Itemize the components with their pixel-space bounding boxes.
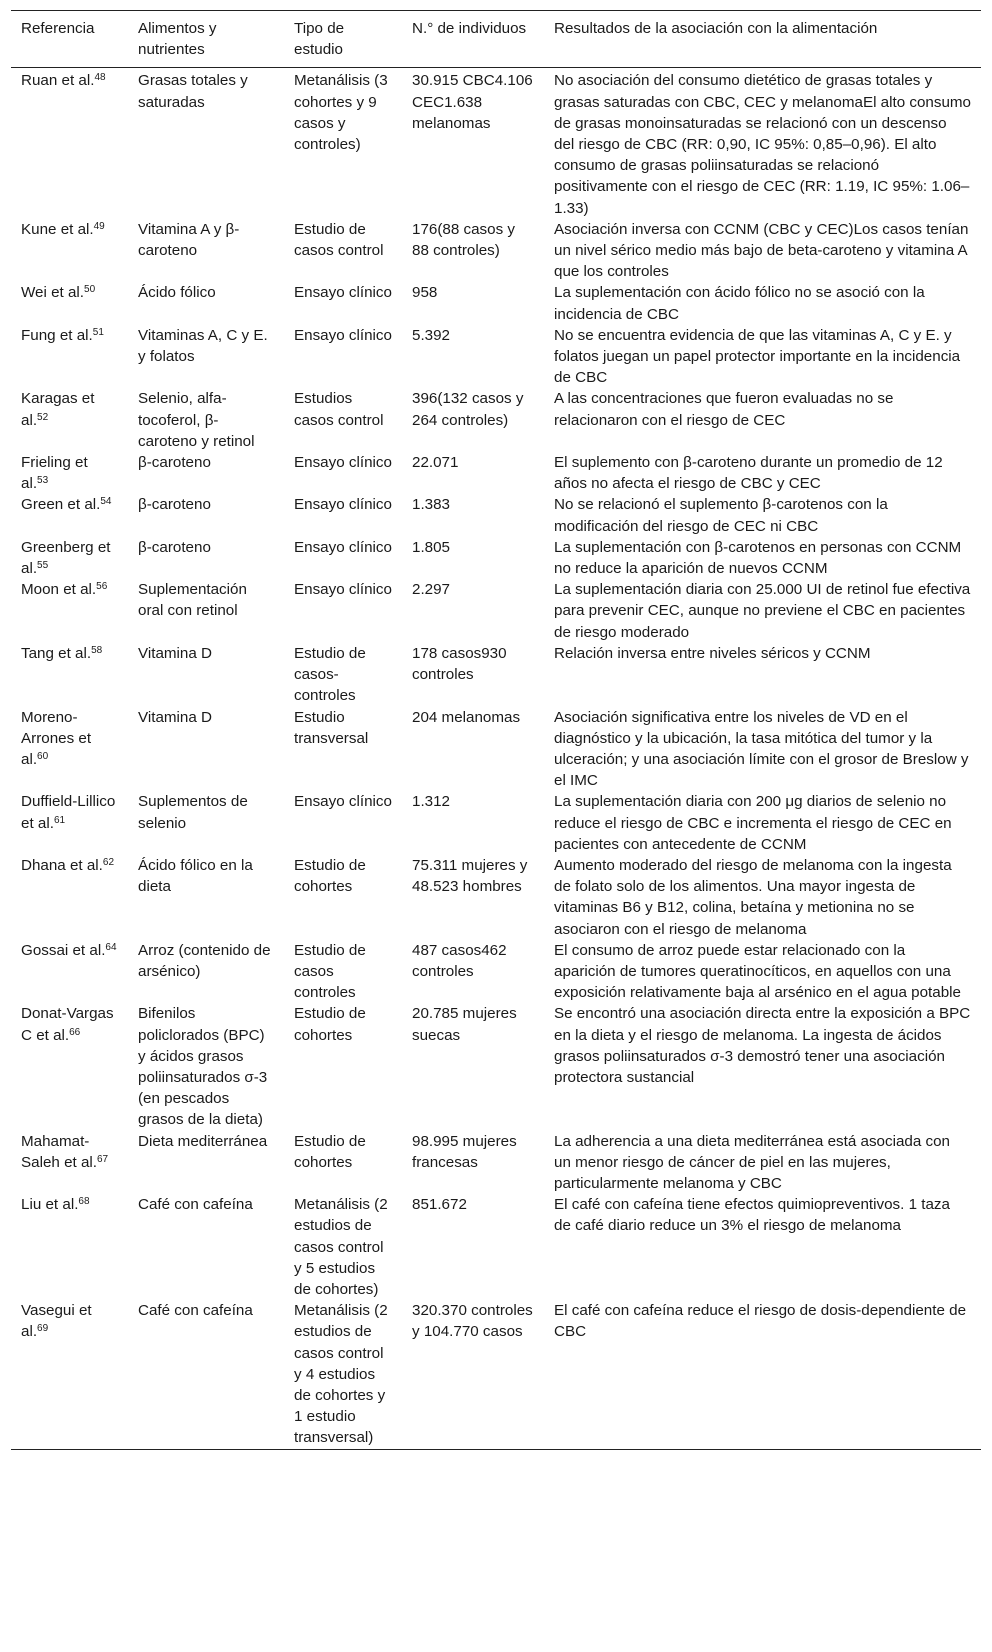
cell-reference bbox=[11, 282, 128, 324]
cell-n-individuals bbox=[402, 1131, 544, 1195]
cell-n-individuals-text: 5.392 bbox=[412, 326, 451, 344]
cell-foods bbox=[128, 325, 284, 389]
cell-reference bbox=[11, 452, 128, 494]
cell-study-type bbox=[284, 537, 402, 579]
cell-results bbox=[544, 68, 981, 219]
table-row bbox=[11, 940, 981, 1004]
cell-foods bbox=[128, 282, 284, 324]
cell-results bbox=[544, 219, 981, 283]
header-reference: Referencia bbox=[21, 20, 95, 37]
cell-reference-text: Green et al. bbox=[21, 496, 101, 514]
cell-results bbox=[544, 388, 981, 452]
cell-reference-text: Greenberg et al. bbox=[21, 538, 111, 578]
cell-reference-text: Tang et al. bbox=[21, 644, 92, 662]
cell-study-type-text: Estudio de cohortes bbox=[294, 856, 366, 896]
cell-n-individuals-text: 487 casos462 controles bbox=[412, 941, 507, 980]
cell-study-type bbox=[284, 791, 402, 855]
cell-results bbox=[544, 643, 981, 707]
cell-n-individuals-text: 851.672 bbox=[412, 1196, 467, 1214]
cell-results-text: El consumo de arroz puede estar relacionado con la aparición de tumores queratinocíticos, en aquellos con una exposición relativamente baja al arsénico en el agua potable bbox=[554, 941, 961, 1002]
cell-reference-text: Frieling et al. bbox=[21, 454, 88, 493]
header-row bbox=[11, 11, 981, 68]
cell-n-individuals bbox=[402, 643, 544, 707]
cell-results bbox=[544, 1003, 981, 1130]
cell-reference-text: Duffield-Lillico et al. bbox=[21, 793, 116, 832]
cell-study-type bbox=[284, 282, 402, 324]
cell-study-type bbox=[284, 452, 402, 494]
reference-number: 58 bbox=[91, 644, 103, 656]
reference-number: 60 bbox=[37, 750, 49, 762]
table-container bbox=[11, 10, 981, 1450]
cell-foods bbox=[128, 579, 284, 643]
cell-study-type bbox=[284, 1194, 402, 1300]
cell-results-text: Asociación significativa entre los niveles de VD en el diagnóstico y la ubicación, la tasa mitótica del tumor y la ulceración; y una asociación límite con el grosor de Breslow y el IMC bbox=[554, 708, 969, 790]
header-n-individuals: N.° de individuos bbox=[412, 20, 527, 37]
cell-reference-text: Moon et al. bbox=[21, 581, 97, 599]
table-row bbox=[11, 282, 981, 324]
cell-results bbox=[544, 494, 981, 536]
cell-reference-text: Fung et al. bbox=[21, 326, 93, 344]
table-row bbox=[11, 219, 981, 283]
cell-foods bbox=[128, 940, 284, 1004]
cell-foods-text: Grasas totales y saturadas bbox=[138, 72, 248, 111]
cell-study-type bbox=[284, 388, 402, 452]
cell-results bbox=[544, 855, 981, 940]
reference-number: 62 bbox=[102, 856, 115, 868]
cell-results bbox=[544, 1194, 981, 1300]
cell-n-individuals-text: 1.805 bbox=[412, 538, 451, 556]
table-row bbox=[11, 494, 981, 536]
cell-reference-text: Moreno-Arrones et al. bbox=[21, 708, 92, 768]
cell-foods-text: Suplementación oral con retinol bbox=[138, 581, 247, 620]
cell-results-text: La suplementación con ácido fólico no se asoció con la incidencia de CBC bbox=[554, 284, 925, 323]
cell-foods bbox=[128, 791, 284, 855]
cell-reference bbox=[11, 537, 128, 579]
cell-results bbox=[544, 1300, 981, 1449]
cell-foods bbox=[128, 388, 284, 452]
cell-study-type bbox=[284, 325, 402, 389]
cell-reference bbox=[11, 855, 128, 940]
cell-foods-text: Ácido fólico en la dieta bbox=[138, 856, 253, 896]
cell-foods bbox=[128, 1194, 284, 1300]
cell-reference bbox=[11, 1194, 128, 1300]
cell-reference bbox=[11, 1300, 128, 1449]
cell-foods-text: Café con cafeína bbox=[138, 1196, 253, 1214]
cell-foods bbox=[128, 537, 284, 579]
cell-reference bbox=[11, 940, 128, 1004]
table-row bbox=[11, 1131, 981, 1195]
cell-n-individuals bbox=[402, 579, 544, 643]
cell-n-individuals bbox=[402, 219, 544, 283]
header-results: Resultados de la asociación con la alimentación bbox=[554, 20, 878, 37]
cell-results bbox=[544, 537, 981, 579]
table-row bbox=[11, 388, 981, 452]
table-row bbox=[11, 579, 981, 643]
cell-reference bbox=[11, 643, 128, 707]
cell-study-type bbox=[284, 940, 402, 1004]
cell-n-individuals-text: 75.311 mujeres y 48.523 hombres bbox=[412, 856, 528, 896]
cell-results-text: La suplementación con β-carotenos en personas con CCNM no reduce la aparición de nuevos CCNM bbox=[554, 538, 962, 578]
cell-study-type bbox=[284, 1131, 402, 1195]
cell-n-individuals bbox=[402, 1003, 544, 1130]
cell-n-individuals-text: 176(88 casos y 88 controles) bbox=[412, 220, 515, 260]
reference-number: 48 bbox=[94, 72, 106, 84]
cell-foods bbox=[128, 1300, 284, 1449]
cell-results-text: Relación inversa entre niveles séricos y CCNM bbox=[554, 644, 871, 662]
reference-number: 53 bbox=[37, 475, 49, 487]
table-row bbox=[11, 791, 981, 855]
cell-study-type bbox=[284, 494, 402, 536]
cell-n-individuals-text: 958 bbox=[412, 284, 438, 302]
table-row bbox=[11, 325, 981, 389]
cell-n-individuals bbox=[402, 1194, 544, 1300]
cell-foods-text: Vitaminas A, C y E. y folatos bbox=[138, 326, 268, 366]
cell-reference-text: Gossai et al. bbox=[21, 941, 106, 959]
reference-number: 56 bbox=[96, 581, 108, 593]
cell-n-individuals bbox=[402, 1300, 544, 1449]
cell-reference bbox=[11, 388, 128, 452]
cell-foods bbox=[128, 643, 284, 707]
cell-reference bbox=[11, 791, 128, 855]
cell-results bbox=[544, 940, 981, 1004]
reference-number: 66 bbox=[69, 1026, 81, 1038]
cell-study-type-text: Metanálisis (3 cohortes y 9 casos y controles) bbox=[294, 72, 388, 154]
cell-foods-text: Dieta mediterránea bbox=[138, 1132, 268, 1150]
cell-reference bbox=[11, 68, 128, 219]
table-row bbox=[11, 452, 981, 494]
cell-results bbox=[544, 579, 981, 643]
table-body bbox=[11, 68, 981, 1449]
cell-foods bbox=[128, 494, 284, 536]
cell-foods-text: Bifenilos policlorados (BPC) y ácidos grasos poliinsaturados σ-3 (en pescados grasos de la dieta) bbox=[138, 1005, 268, 1129]
cell-study-type bbox=[284, 68, 402, 219]
reference-number: 61 bbox=[53, 814, 66, 826]
reference-number: 64 bbox=[105, 941, 117, 953]
cell-study-type-text: Ensayo clínico bbox=[294, 581, 392, 599]
table-row bbox=[11, 1300, 981, 1449]
table-row bbox=[11, 537, 981, 579]
cell-n-individuals bbox=[402, 791, 544, 855]
header-study-type: Tipo de estudio bbox=[294, 20, 345, 59]
cell-reference bbox=[11, 219, 128, 283]
reference-number: 69 bbox=[37, 1323, 49, 1335]
reference-number: 54 bbox=[100, 496, 112, 508]
cell-n-individuals-text: 2.297 bbox=[412, 581, 451, 599]
cell-foods bbox=[128, 1131, 284, 1195]
cell-results-text: La adherencia a una dieta mediterránea está asociada con un menor riesgo de cáncer de piel en las mujeres, particularmente melanoma y CBC bbox=[554, 1132, 950, 1192]
cell-foods-text: Arroz (contenido de arsénico) bbox=[138, 941, 271, 980]
cell-study-type-text: Estudio transversal bbox=[294, 708, 369, 747]
table-row bbox=[11, 707, 981, 792]
cell-foods bbox=[128, 68, 284, 219]
cell-foods-text: β-caroteno bbox=[138, 454, 211, 472]
cell-results-text: No asociación del consumo dietético de grasas totales y grasas saturadas con CBC, CEC y melanomaEl alto consumo de grasas monoinsaturadas se relacionó con un descenso del riesgo de CBC (RR: 0,90, IC 95%: 0,85–0,96). El alto consumo de grasas poliinsaturadas se relacionó positivamente con el riesgo de CEC (RR: 1.19, IC 95%: 1.06–1.33) bbox=[554, 72, 971, 217]
cell-n-individuals bbox=[402, 282, 544, 324]
cell-reference bbox=[11, 707, 128, 792]
reference-number: 49 bbox=[93, 220, 105, 232]
cell-results-text: Aumento moderado del riesgo de melanoma con la ingesta de folato solo de los alimentos. Una mayor ingesta de vitaminas B6 y B12, colina, betaína y metionina no se asociaron con el riesgo de melanoma bbox=[554, 856, 952, 938]
reference-number: 52 bbox=[37, 411, 49, 423]
reference-number: 51 bbox=[92, 326, 104, 338]
cell-reference-text: Liu et al. bbox=[21, 1196, 79, 1214]
cell-results-text: El suplemento con β-caroteno durante un promedio de 12 años no afecta el riesgo de CBC y CEC bbox=[554, 454, 943, 493]
table-row bbox=[11, 643, 981, 707]
cell-results-text: A las concentraciones que fueron evaluadas no se relacionaron con el riesgo de CEC bbox=[554, 390, 894, 429]
cell-study-type bbox=[284, 643, 402, 707]
cell-reference bbox=[11, 1131, 128, 1195]
cell-n-individuals bbox=[402, 537, 544, 579]
cell-reference bbox=[11, 1003, 128, 1130]
cell-study-type-text: Ensayo clínico bbox=[294, 793, 392, 811]
cell-results-text: La suplementación diaria con 25.000 UI de retinol fue efectiva para prevenir CEC, aunque no previene el CBC en pacientes de riesgo moderado bbox=[554, 581, 971, 641]
cell-foods-text: Café con cafeína bbox=[138, 1302, 253, 1320]
cell-results bbox=[544, 452, 981, 494]
cell-study-type-text: Estudio de cohortes bbox=[294, 1132, 366, 1171]
reference-number: 55 bbox=[37, 560, 49, 572]
cell-study-type-text: Estudio de casos control bbox=[294, 220, 384, 260]
cell-study-type-text: Metanálisis (2 estudios de casos control y 4 estudios de cohortes y 1 estudio transversal) bbox=[294, 1302, 388, 1447]
cell-results bbox=[544, 325, 981, 389]
table-row bbox=[11, 1003, 981, 1130]
cell-study-type bbox=[284, 219, 402, 283]
reference-number: 50 bbox=[84, 284, 96, 296]
cell-n-individuals-text: 20.785 mujeres suecas bbox=[412, 1005, 517, 1044]
cell-study-type bbox=[284, 579, 402, 643]
table-row bbox=[11, 855, 981, 940]
cell-foods-text: Vitamina D bbox=[138, 644, 213, 662]
cell-study-type-text: Estudio de cohortes bbox=[294, 1005, 366, 1044]
cell-results-text: El café con cafeína tiene efectos quimiopreventivos. 1 taza de café diario reduce un 3% el riesgo de melanoma bbox=[554, 1196, 950, 1235]
cell-foods bbox=[128, 452, 284, 494]
cell-reference-text: Mahamat-Saleh et al. bbox=[21, 1132, 97, 1171]
cell-reference-text: Wei et al. bbox=[21, 284, 85, 302]
cell-n-individuals-text: 22.071 bbox=[412, 454, 459, 472]
cell-n-individuals bbox=[402, 707, 544, 792]
cell-results bbox=[544, 791, 981, 855]
cell-study-type bbox=[284, 707, 402, 792]
cell-results bbox=[544, 282, 981, 324]
cell-foods-text: Ácido fólico bbox=[138, 284, 216, 302]
cell-reference bbox=[11, 494, 128, 536]
cell-results-text: El café con cafeína reduce el riesgo de dosis-dependiente de CBC bbox=[554, 1302, 967, 1341]
cell-foods bbox=[128, 855, 284, 940]
cell-results-text: Asociación inversa con CCNM (CBC y CEC)Los casos tenían un nivel sérico medio más bajo de beta-caroteno y vitamina A que los controles bbox=[554, 220, 969, 281]
cell-study-type-text: Ensayo clínico bbox=[294, 326, 392, 344]
cell-results-text: No se relacionó el suplemento β-carotenos con la modificación del riesgo de CEC ni CBC bbox=[554, 496, 888, 535]
cell-reference-text: Ruan et al. bbox=[21, 72, 95, 90]
cell-reference-text: Vasegui et al. bbox=[21, 1302, 92, 1341]
cell-n-individuals bbox=[402, 855, 544, 940]
cell-n-individuals-text: 396(132 casos y 264 controles) bbox=[412, 390, 524, 429]
cell-n-individuals-text: 320.370 controles y 104.770 casos bbox=[412, 1302, 533, 1341]
cell-foods bbox=[128, 1003, 284, 1130]
cell-reference-text: Kune et al. bbox=[21, 220, 94, 238]
cell-reference bbox=[11, 579, 128, 643]
cell-n-individuals-text: 1.312 bbox=[412, 793, 451, 811]
cell-foods bbox=[128, 707, 284, 792]
table-row bbox=[11, 68, 981, 219]
cell-n-individuals bbox=[402, 940, 544, 1004]
cell-results-text: No se encuentra evidencia de que las vitaminas A, C y E. y folatos juegan un papel protector importante en la incidencia de CBC bbox=[554, 326, 961, 387]
cell-reference-text: Karagas et al. bbox=[21, 390, 95, 429]
cell-study-type-text: Estudios casos control bbox=[294, 390, 384, 429]
cell-study-type-text: Ensayo clínico bbox=[294, 284, 392, 302]
cell-n-individuals-text: 98.995 mujeres francesas bbox=[412, 1132, 517, 1171]
cell-n-individuals bbox=[402, 452, 544, 494]
cell-study-type-text: Estudio de casos-controles bbox=[294, 644, 366, 705]
cell-foods-text: Vitamina A y β-caroteno bbox=[138, 220, 240, 260]
cell-results bbox=[544, 1131, 981, 1195]
table-row bbox=[11, 1194, 981, 1300]
cell-n-individuals bbox=[402, 68, 544, 219]
nutrition-skin-cancer-table bbox=[11, 10, 981, 1450]
cell-reference-text: Dhana et al. bbox=[21, 856, 103, 874]
cell-study-type bbox=[284, 1300, 402, 1449]
cell-foods-text: β-caroteno bbox=[138, 538, 211, 556]
cell-n-individuals-text: 204 melanomas bbox=[412, 708, 521, 726]
cell-foods-text: Selenio, alfa-tocoferol, β-caroteno y retinol bbox=[138, 390, 255, 450]
cell-n-individuals bbox=[402, 325, 544, 389]
cell-foods-text: Suplementos de selenio bbox=[138, 793, 248, 832]
cell-results-text: Se encontró una asociación directa entre la exposición a BPC en la dieta y el riesgo de melanoma. La ingesta de ácidos grasos poliinsaturados σ-3 demostró tener una asociación protectora sustancial bbox=[554, 1005, 971, 1086]
header-foods: Alimentos y nutrientes bbox=[138, 20, 217, 59]
cell-study-type-text: Ensayo clínico bbox=[294, 454, 392, 472]
cell-foods-text: β-caroteno bbox=[138, 496, 211, 514]
cell-study-type-text: Estudio de casos controles bbox=[294, 941, 366, 1002]
cell-foods bbox=[128, 219, 284, 283]
cell-n-individuals-text: 178 casos930 controles bbox=[412, 644, 507, 684]
reference-number: 68 bbox=[78, 1196, 90, 1208]
cell-study-type-text: Ensayo clínico bbox=[294, 496, 392, 514]
reference-number: 67 bbox=[97, 1153, 109, 1165]
cell-study-type-text: Metanálisis (2 estudios de casos control y 5 estudios de cohortes) bbox=[294, 1196, 388, 1298]
cell-results bbox=[544, 707, 981, 792]
cell-study-type bbox=[284, 1003, 402, 1130]
cell-n-individuals-text: 1.383 bbox=[412, 496, 451, 514]
cell-n-individuals-text: 30.915 CBC4.106 CEC1.638 melanomas bbox=[412, 72, 533, 132]
cell-foods-text: Vitamina D bbox=[138, 708, 213, 726]
cell-results-text: La suplementación diaria con 200 μg diarios de selenio no reduce el riesgo de CBC e incrementa el riesgo de CEC en pacientes con antecedente de CCNM bbox=[554, 793, 952, 853]
cell-reference-text: Donat-Vargas C et al. bbox=[21, 1005, 114, 1044]
cell-study-type-text: Ensayo clínico bbox=[294, 538, 392, 556]
cell-reference bbox=[11, 325, 128, 389]
cell-study-type bbox=[284, 855, 402, 940]
table-header bbox=[11, 11, 981, 68]
cell-n-individuals bbox=[402, 388, 544, 452]
cell-n-individuals bbox=[402, 494, 544, 536]
